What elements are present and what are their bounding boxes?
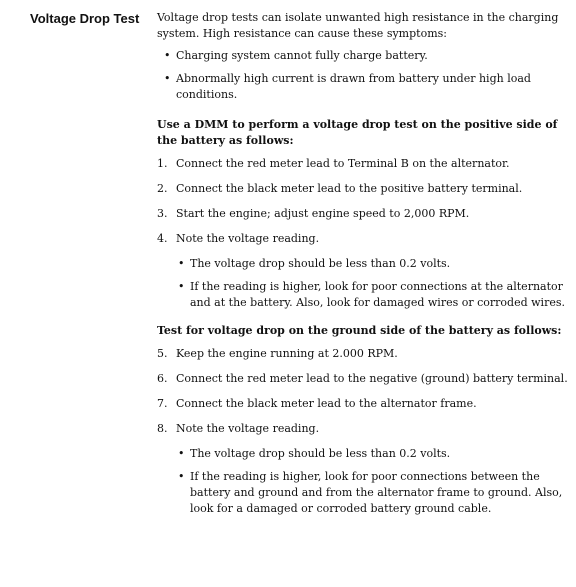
ground-side-heading: Test for voltage drop on the ground side of the battery as follows: (157, 324, 562, 337)
body-column (157, 10, 569, 524)
note-text: If the reading is higher, look for poor connections between the battery and ground and from the alternator frame to ground. Also, look for a damaged or corroded battery ground cable. (190, 470, 563, 515)
step-text: Connect the red meter lead to Terminal B on the alternator. (176, 157, 510, 170)
step-number: 1. (157, 157, 168, 170)
procedure-step (157, 396, 569, 412)
note-text: The voltage drop should be less than 0.2 volts. (190, 447, 451, 460)
symptom-item (157, 48, 569, 64)
step-number: 4. (157, 232, 168, 245)
procedure-step (157, 156, 569, 172)
procedure-step (157, 371, 569, 387)
step-text: Connect the black meter lead to the alternator frame. (176, 397, 477, 410)
step-number: 7. (157, 397, 168, 410)
bullet-icon: • (178, 470, 185, 483)
note-item (157, 446, 569, 462)
note-item (157, 469, 569, 517)
step-text: Keep the engine running at 2.000 RPM. (176, 347, 398, 360)
bullet-icon: • (178, 280, 185, 293)
step-text: Connect the red meter lead to the negative (ground) battery terminal. (176, 372, 568, 385)
step-number: 8. (157, 422, 168, 435)
intro-paragraph: Voltage drop tests can isolate unwanted high resistance in the charging system. High resistance can cause these symptoms: (157, 11, 559, 40)
step-text: Note the voltage reading. (176, 422, 320, 435)
symptom-list (157, 48, 569, 103)
note-text: The voltage drop should be less than 0.2 volts. (190, 257, 451, 270)
procedure-step (157, 206, 569, 222)
step-text: Start the engine; adjust engine speed to 2,000 RPM. (176, 207, 470, 220)
symptom-text: Charging system cannot fully charge battery. (176, 49, 428, 62)
procedure-step (157, 421, 569, 437)
section-side-heading: Voltage Drop Test (30, 11, 140, 26)
step-number: 6. (157, 372, 168, 385)
symptom-text: Abnormally high current is drawn from battery under high load conditions. (176, 72, 531, 101)
bullet-icon: • (178, 447, 185, 460)
bullet-icon: • (178, 257, 185, 270)
note-text: If the reading is higher, look for poor connections at the alternator and at the battery. Also, look for damaged wires or corroded wires. (190, 280, 565, 309)
procedure-step (157, 181, 569, 197)
ground-side-notes (157, 446, 569, 517)
step-number: 3. (157, 207, 168, 220)
step-number: 5. (157, 347, 168, 360)
step-text: Connect the black meter lead to the positive battery terminal. (176, 182, 523, 195)
bullet-icon: • (164, 49, 171, 62)
procedure-step (157, 346, 569, 362)
bullet-icon: • (164, 72, 171, 85)
positive-side-heading: Use a DMM to perform a voltage drop test on the positive side of the battery as follows: (157, 118, 558, 147)
procedure-step (157, 231, 569, 247)
note-item (157, 279, 569, 311)
step-text: Note the voltage reading. (176, 232, 320, 245)
step-number: 2. (157, 182, 168, 195)
symptom-item (157, 71, 569, 103)
note-item (157, 256, 569, 272)
positive-side-notes (157, 256, 569, 311)
